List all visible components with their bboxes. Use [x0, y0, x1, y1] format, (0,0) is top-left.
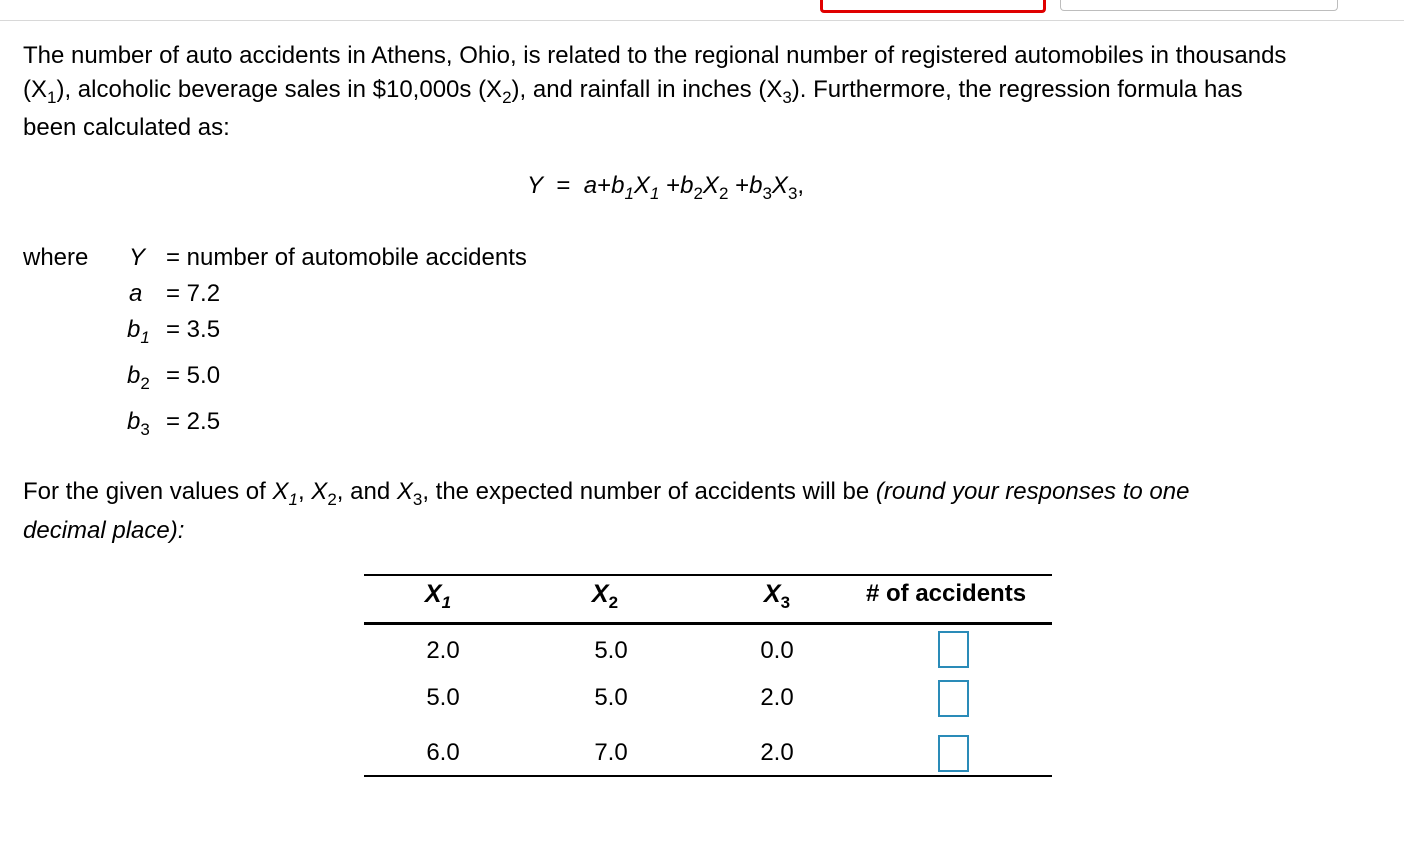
where-label: where: [23, 244, 89, 271]
row2-accidents-input[interactable]: [938, 680, 969, 717]
row1-x3: 0.0: [760, 637, 794, 664]
table-bottom-rule: [364, 775, 1052, 777]
where-b3-symbol: $b_3$: [127, 408, 150, 439]
where-b2-value: = 5.0: [166, 362, 221, 389]
question-line-1: For the given values of $X_1$, $X_2$, and $X_3$, the expected number of accidents will be (round your responses to one: [23, 478, 1190, 509]
row2-x3: 2.0: [760, 684, 794, 711]
where-b2-symbol: $b_2$: [127, 362, 150, 393]
where-b3-value: = 2.5: [166, 408, 221, 435]
row2-x2: 5.0: [594, 684, 628, 711]
row1-x2: 5.0: [594, 637, 628, 664]
top-divider: [0, 20, 1404, 21]
row3-x3: 2.0: [760, 739, 794, 766]
row3-x2: 7.0: [594, 739, 628, 766]
header-x1: $X_1$: [424, 580, 452, 612]
where-y-symbol: Y: [129, 244, 146, 271]
intro-line-2: $(X_1)$, alcoholic beverage sales in $10,000s $(X_2)$, and rainfall in inches $(X_3)$. Furthermore, the regression formula has: [23, 76, 1243, 107]
header-x2: $X_2$: [591, 580, 619, 612]
where-b1-value: = 3.5: [166, 316, 221, 343]
where-a-value: = 7.2: [166, 280, 221, 307]
row3-accidents-input[interactable]: [938, 735, 969, 772]
regression-formula: $Y = a+b_1X_1 +b_2X_2 +b_3X_3$,: [527, 172, 805, 203]
table-top-rule: [364, 574, 1052, 576]
table-header-rule: [364, 622, 1052, 625]
intro-line-3: been calculated as:: [23, 114, 230, 141]
where-y-definition: = number of automobile accidents: [166, 244, 527, 271]
top-toolbar-button-active[interactable]: [820, 0, 1046, 13]
row2-x1: 5.0: [426, 684, 460, 711]
row1-x1: 2.0: [426, 637, 460, 664]
header-accidents: # of accidents: [866, 580, 1027, 607]
question-line-2: decimal place):: [23, 517, 185, 544]
where-b1-symbol: $b_1$: [127, 316, 150, 347]
row3-x1: 6.0: [426, 739, 460, 766]
top-toolbar-button[interactable]: [1060, 0, 1338, 11]
where-a-symbol: a: [129, 280, 143, 307]
row1-accidents-input[interactable]: [938, 631, 969, 668]
header-x3: $X_3$: [763, 580, 791, 612]
intro-line-1: The number of auto accidents in Athens, Ohio, is related to the regional number of registered automobiles in thousands: [23, 42, 1287, 69]
